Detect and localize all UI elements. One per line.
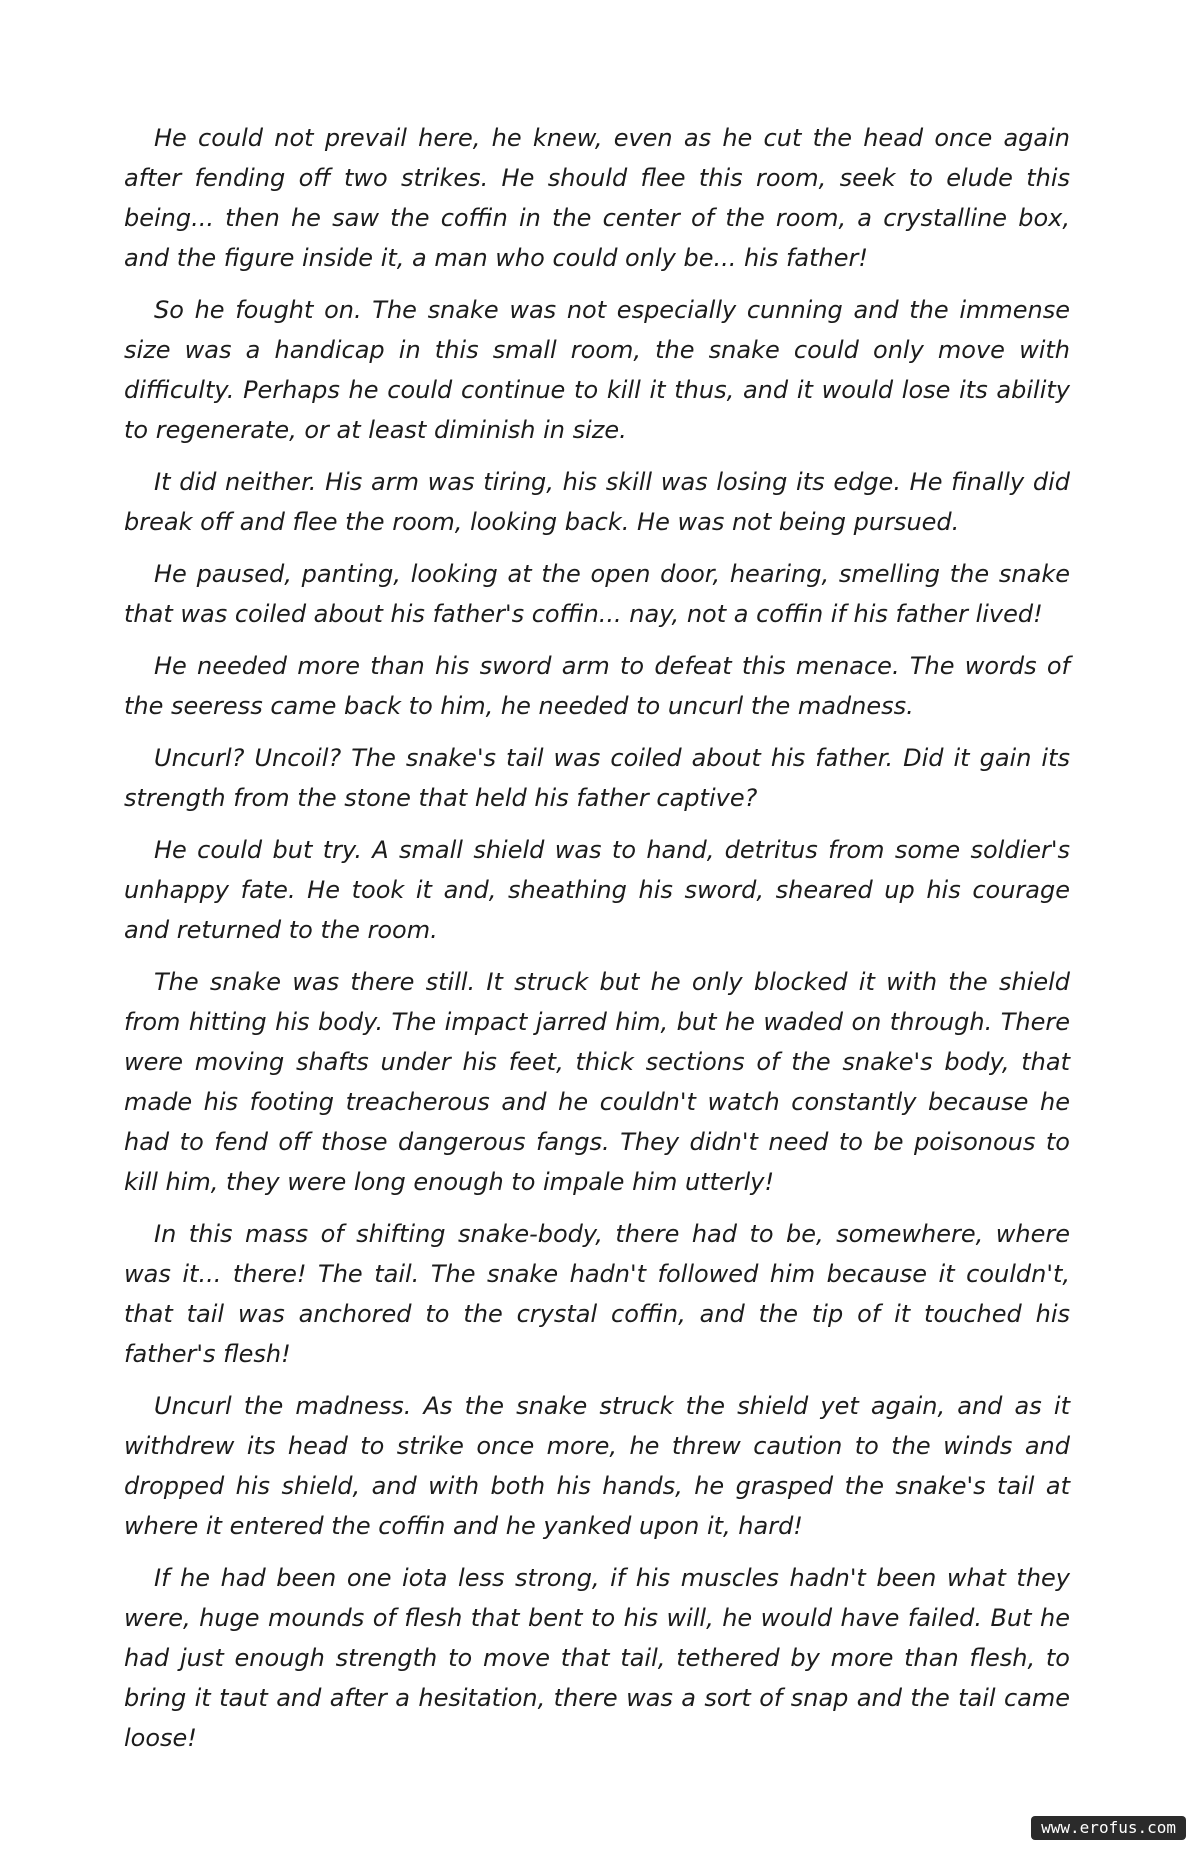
paragraph-9: In this mass of shifting snake-body, there had to be, somewhere, where was it... there! The tail. The snake hadn't followed him because it couldn't, that tail was anchored to the crystal coffin, and the tip of it touched his father's flesh!: [124, 1220, 1070, 1368]
story-text: [124, 118, 1070, 1770]
paragraph-1: He could not prevail here, he knew, even as he cut the head once again after fending off two strikes. He should flee this room, seek to elude this being... then he saw the coffin in the center of the room, a crystalline box, and the figure inside it, a man who could only be... his father!: [124, 124, 1070, 272]
watermark: www.erofus.com: [1031, 1816, 1186, 1840]
paragraph-10: Uncurl the madness. As the snake struck the shield yet again, and as it withdrew its head to strike once more, he threw caution to the winds and dropped his shield, and with both his hands, he grasped the snake's tail at where it entered the coffin and he yanked upon it, hard!: [124, 1392, 1070, 1540]
paragraph-11: If he had been one iota less strong, if his muscles hadn't been what they were, huge mounds of flesh that bent to his will, he would have failed. But he had just enough strength to move that tail, tethered by more than flesh, to bring it taut and after a hesitation, there was a sort of snap and the tail came loose!: [124, 1564, 1070, 1752]
paragraph-6: Uncurl? Uncoil? The snake's tail was coiled about his father. Did it gain its strength from the stone that held his father captive?: [124, 744, 1070, 812]
paragraph-7: He could but try. A small shield was to hand, detritus from some soldier's unhappy fate. He took it and, sheathing his sword, sheared up his courage and returned to the room.: [124, 836, 1070, 944]
paragraph-2: So he fought on. The snake was not especially cunning and the immense size was a handicap in this small room, the snake could only move with difficulty. Perhaps he could continue to kill it thus, and it would lose its ability to regenerate, or at least diminish in size.: [124, 296, 1070, 444]
paragraph-3: It did neither. His arm was tiring, his skill was losing its edge. He finally did break off and flee the room, looking back. He was not being pursued.: [124, 468, 1070, 536]
paragraph-8: The snake was there still. It struck but he only blocked it with the shield from hitting his body. The impact jarred him, but he waded on through. There were moving shafts under his feet, thick sections of the snake's body, that made his footing treacherous and he couldn't watch constantly because he had to fend off those dangerous fangs. They didn't need to be poisonous to kill him, they were long enough to impale him utterly!: [124, 968, 1070, 1196]
paragraph-4: He paused, panting, looking at the open door, hearing, smelling the snake that was coiled about his father's coffin... nay, not a coffin if his father lived!: [124, 560, 1070, 628]
paragraph-5: He needed more than his sword arm to defeat this menace. The words of the seeress came back to him, he needed to uncurl the madness.: [124, 652, 1070, 720]
